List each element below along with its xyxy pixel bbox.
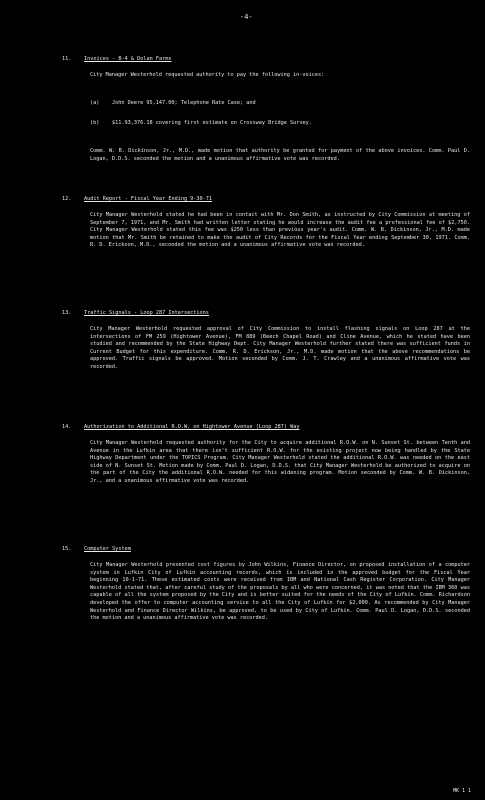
item-number: 15. xyxy=(62,546,72,552)
item-paragraph: City Manager Westerhold stated he had been in contact with Mr. Don Smith, as instructed by City Commission at meeting of September 7, 1971, and Mr. Smith had written letter stating he would increase the audit fee a professional fee of $2,750. City Manager Westerhold stated this fee was $250 less than previous year's audit. Comm. W. B. Dickinson, Jr., M.D. made motion that Mr. Smith be retained to make the audit of City Records for the Fiscal Year ending September 30, 1971. Comm. R. D. Erickson, M.D., seconded the motion and a unanimous affirmative vote was recorded. xyxy=(90,212,470,249)
item-number: 11. xyxy=(62,56,72,62)
page-number: -4- xyxy=(240,13,253,21)
item-paragraph: City Manager Westerhold requested authority to pay the following in-voices: xyxy=(90,72,325,78)
item-paragraph: City Manager Westerhold presented cost figures by John Wilkins, Finance Director, on proposed installation of a computer system in Lufkin City of Lufkin accounting records, which is included in the approved budget for the Fiscal Year beginning 10-1-71. These estimated costs were received from IBM and National Cash Register Corporation. City Manager Westerhold stated that, after careful study of the proposals by all who were concerned, it was noted that the IBM 360 was capable of all the system proposed by the City and is better suited for the needs of the City of Lufkin. Comm. Richardson developed the offer to computer accounting service to all the City of Lufkin for $2,000. As recommended by City Manager Westerhold and Finance Director Wilkins, be approved, to be used by City of Lufkin. Comm. Paul D. Logan, D.D.S. seconded the motion and a unanimous affirmative vote was recorded. xyxy=(90,562,470,622)
item-heading: Traffic Signals - Loop 287 Intersections xyxy=(84,310,209,316)
item-paragraph: City Manager Westerhold requested approval of City Commission to install flashing signals on Loop 287 at the intersections of FM 259 (Hightower Avenue), FM 889 (Beech Chapel Road) and Cline Avenue, which he stated have been studied and recommended by the State Highway Dept. City Manager Westerhold further stated there was sufficient funds in Current Budget for this expenditure. Comm. R. D. Erickson, Jr., M.D. made motion that the above recommendations be approved. Traffic signals be approved. Motion seconded by Comm. J. T. Crawley and a unanimous affirmative vote was recorded. xyxy=(90,326,470,370)
item-paragraph: City Manager Westerhold requested authority for the City to acquire additional R.O.W. on N. Sunset St. between Tenth and Avenue in the Lufkin area that there isn't sufficient R.O.W. for the existing project now being handled by the State Highway Department under the TOPICS Program. City Manager Westerhold stated the additional R.O.W. was needed on the east side of N. Sunset St. Motion made by Comm. Paul D. Logan, D.D.S. that City Manager Westerhold be authorized to acquire on the part of the City the additional R.O.W. needed for this widening program. Motion seconded by Comm. W. B. Dickinson, Jr., and a unanimous affirmative vote was recorded. xyxy=(90,440,470,484)
item-heading: Invoices - B-4 & Dolan Farms xyxy=(84,56,172,62)
subitem-text: $11.93,376.18 covering first estimate on Crossway Bridge Survey. xyxy=(112,120,312,126)
item-number: 14. xyxy=(62,424,72,430)
item-heading: Authorization to Additional R.O.W. on Hightower Avenue (Loop 287) Way xyxy=(84,424,300,430)
corner-mark: MK 1 1 xyxy=(452,788,471,795)
subitem-label: (a) xyxy=(90,100,100,106)
item-motion: Comm. W. B. Dickinson, Jr., M.D., made motion that authority be granted for payment of the above invoices. Comm. Paul D. Logan, D.D.S. seconded the motion and a unanimous affirmative vote was recorded. xyxy=(90,148,470,162)
item-heading: Audit Report - Fiscal Year Ending 9-30-71 xyxy=(84,196,213,202)
subitem-text: John Deere 95,147.00; Telephone Rate Case; and xyxy=(112,100,256,106)
item-number: 13. xyxy=(62,310,72,316)
item-heading: Computer System xyxy=(84,546,131,552)
item-number: 12. xyxy=(62,196,72,202)
subitem-label: (b) xyxy=(90,120,100,126)
